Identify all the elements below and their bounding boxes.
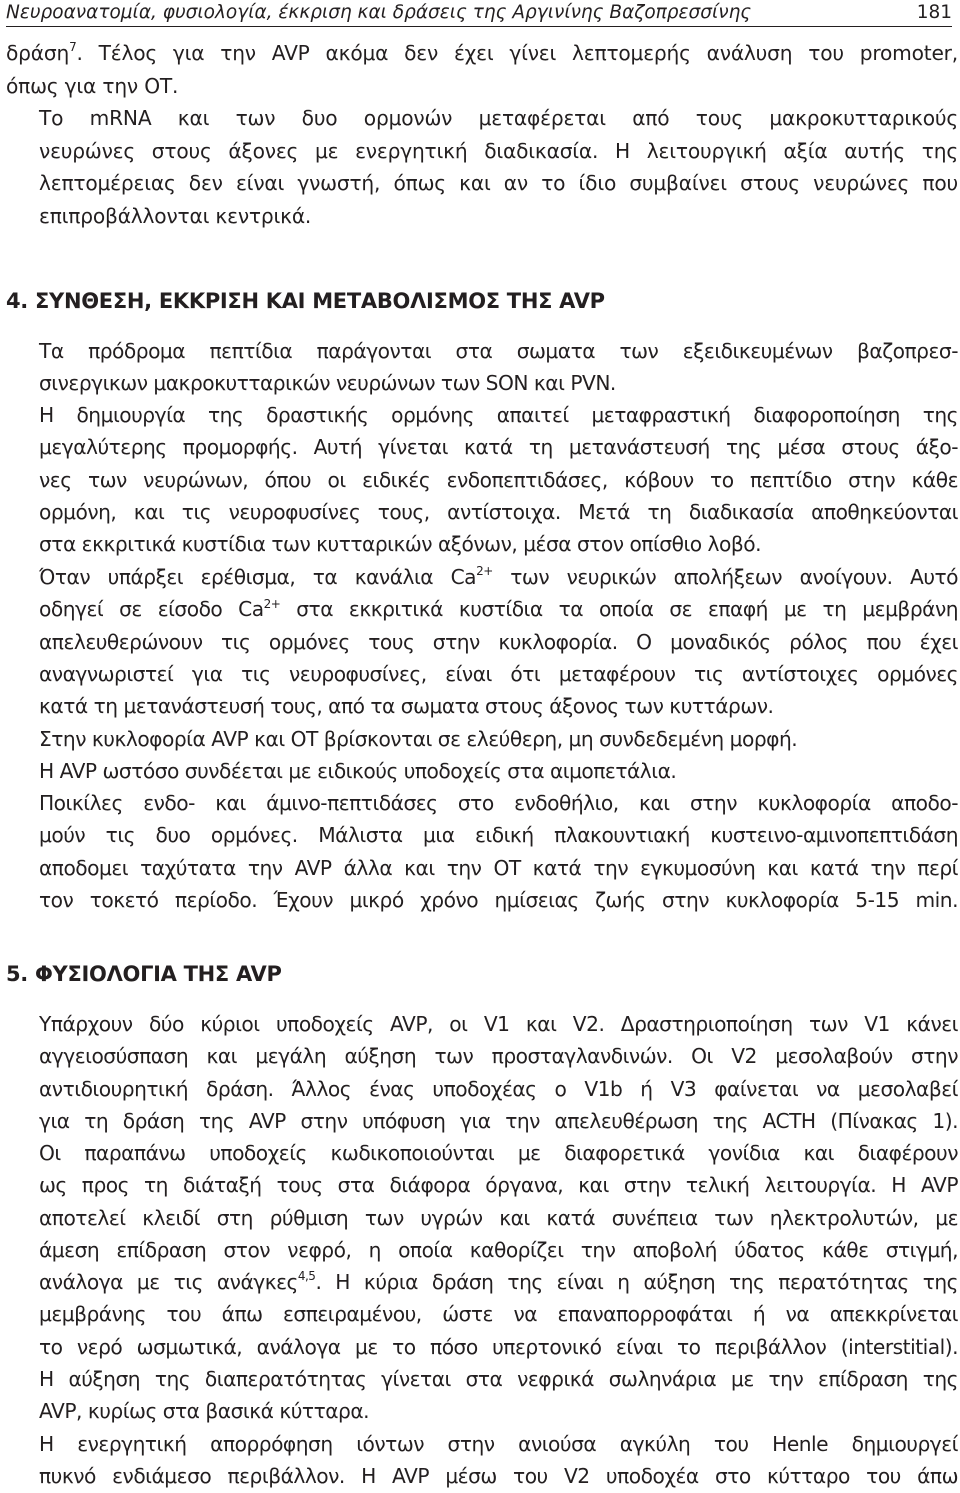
text-line: στα εκκριτικά κυστίδια των κυτταρικών αξόνων, μέσα στον οπίσθιο λοβό.: [39, 532, 761, 557]
text-line: Η αύξηση της διαπερατότητας γίνεται στα νεφρικά σωληνάρια με την επίδραση της: [39, 1367, 958, 1392]
text-line: νευρώνες στους άξονες με ενεργητική διαδικασία. Η λειτουργική αξία αυτής της: [39, 138, 958, 163]
text-line: αντιδιουρητική δράση. Άλλος ένας υποδοχέας ο V1b ή V3 φαίνεται να μεσολαβεί: [39, 1076, 958, 1101]
paragraph-intro-1: [6, 37, 958, 102]
text-line: Υπάρχουν δύο κύριοι υποδοχείς AVP, οι V1 και V2. Δραστηριοποίηση των V1 κάνει: [39, 1012, 958, 1036]
paragraph-s4-1: [6, 335, 958, 400]
text-line: μεμβράνης του άπω εσπειραμένου, ώστε να επαναπορροφάται ή να απεκκρίνεται: [39, 1302, 958, 1327]
text-line: Ποικίλες ενδο- και άμινο-πεπτιδάσες στο ενδοθήλιο, και στην κυκλοφορία αποδο-: [39, 791, 958, 815]
text-line: άμεση επίδραση στον νεφρό, η οποία καθορίζει την αποβολή ύδατος κάθε στιγμή,: [39, 1237, 958, 1262]
text-line: αποδομει ταχύτατα την AVP άλλα και την ΟΤ κατά την εγκυμοσύνη και κατά την περί: [39, 855, 958, 880]
text-line: Η ενεργητική απορρόφηση ιόντων στην ανιούσα αγκύλη του Henle δημιουργεί: [39, 1432, 958, 1456]
paragraph-intro-2: [6, 102, 958, 232]
text-line: Το mRNA και των δυο ορμονών μεταφέρεται από τους μακροκυτταρικούς: [39, 106, 958, 130]
text-line: Όταν υπάρξει ερέθισμα, τα κανάλια $Ca^{2+}$ των νευρικών απολήξεων ανοίγουν. Αυτό: [39, 564, 959, 589]
text-line: αγγειοσύσπαση και μεγάλη αύξηση των προσταγλανδινών. Οι V2 μεσολαβούν στην: [39, 1044, 958, 1069]
citation-ref: 4,5: [297, 1269, 316, 1284]
paragraph-s4-2: [6, 399, 958, 560]
section-heading-4: 4. ΣΥΝΘΕΣΗ, ΕΚΚΡΙΣΗ ΚΑΙ ΜΕΤΑΒΟΛΙΣΜΟΣ ΤΗΣ AVP: [6, 289, 605, 313]
paragraph-s5-2: [6, 1137, 958, 1428]
text-line: Η AVP ωστόσο συνδέεται με ειδικούς υποδοχείς στα αιμοπετάλια.: [39, 759, 677, 784]
text-line: AVP, κυρίως στα βασικά κύτταρα.: [39, 1399, 370, 1424]
text-line: Η δημιουργία της δραστικής ορμόνης απαιτεί μεταφραστική διαφοροποίηση της: [39, 403, 958, 427]
text-line: νες των νευρώνων, όπου οι ειδικές ενδοπεπτιδάσες, κόβουν το πεπτίδιο στην κάθε: [39, 467, 958, 492]
text-line: σινεργικων μακροκυτταρικών νευρώνων των SON και PVN.: [39, 371, 616, 396]
text-line: μούν τις δυο ορμόνες. Μάλιστα μια ειδική πλακουντιακή κυστεινο-αμινοπεπτιδάση: [39, 823, 958, 848]
text-line: ως προς τη διάταξή τους στα διάφορα όργανα, και στην τελική λειτουργία. Η AVP: [39, 1173, 958, 1198]
text-line: οδηγεί σε είσοδο $Ca^{2+}$ στα εκκριτικά κυστίδια τα οποία σε επαφή με τη μεμβράνη: [39, 596, 959, 622]
text-line: δράση$^7$. Τέλος για την AVP ακόμα δεν έχει γίνει λεπτομερής ανάλυση του promoter,: [6, 40, 958, 65]
section-heading-5: 5. ΦΥΣΙΟΛΟΓΙΑ ΤΗΣ AVP: [6, 962, 282, 986]
superscript: 2+: [263, 596, 281, 611]
text-line: όπως για την ΟΤ.: [6, 73, 179, 98]
paragraph-s4-3: [6, 561, 958, 722]
text-line: πυκνό ενδιάμεσο περιβάλλον. Η AVP μέσω του V2 υποδοχέα στο κύτταρο του άπω: [39, 1464, 958, 1489]
paragraph-s5-1: [6, 1008, 958, 1137]
text-line: Τα πρόδρομα πεπτίδια παράγονται στα σωματα των εξειδικευμένων βαζοπρεσ-: [39, 339, 958, 363]
running-head-title: Νευροανατομία, φυσιολογία, έκκριση και δράσεις της Αργινίνης Βαζοπρεσσίνης: [6, 2, 752, 23]
page-number: 181: [916, 2, 952, 23]
text-line: Οι παραπάνω υποδοχείς κωδικοποιούνται με διαφορετικά γονίδια και διαφέρουν: [39, 1141, 958, 1165]
running-header: [6, 0, 952, 27]
paragraph-s4-4: [6, 723, 958, 788]
text-line: ορμόνη, και τις νευροφυσίνες τους, αντίστοιχα. Μετά τη διαδικασία αποθηκεύονται: [39, 499, 958, 524]
text-line: αποτελεί κλειδί στη ρύθμιση των υγρών και κατά συνέπεια των ηλεκτρολυτών, με: [39, 1205, 958, 1230]
text-line: μεγαλύτερης προμορφής. Αυτή γίνεται κατά τη μετανάστευσή της μέσα στους άξο-: [39, 435, 958, 460]
citation-ref: 7: [69, 40, 77, 55]
text-line: λεπτομέρειας δεν είναι γνωστή, όπως και αν το ίδιο συμβαίνει στους νευρώνες που: [39, 171, 958, 196]
superscript: 2+: [476, 564, 493, 579]
text-line: για τη δράση της AVP στην υπόφυση για την απελευθέρωση της ACTH (Πίνακας 1).: [39, 1108, 958, 1133]
text-line: Στην κυκλοφορία AVP και ΟΤ βρίσκονται σε ελεύθερη, μη συνδεδεμένη μορφή.: [39, 727, 798, 751]
text-line: επιπροβάλλονται κεντρικά.: [39, 203, 312, 228]
text-line: ανάλογα με τις ανάγκες$^{4,5}$. Η κύρια δράση της είναι η αύξηση της περατότητας της: [39, 1269, 958, 1295]
text-line: το νερό ωσμωτικά, ανάλογα με το πόσο υπερτονικό είναι το περιβάλλον (interstitial).: [39, 1334, 958, 1359]
text-line: τον τοκετό περίοδο. Έχουν μικρό χρόνο ημίσειας ζωής στην κυκλοφορία 5-15 min.: [39, 887, 958, 912]
text-line: κατά τη μετανάστευσή τους, από τα σωματα στους άξονος των κυττάρων.: [39, 694, 774, 719]
paragraph-s4-5: [6, 787, 958, 916]
paragraph-s5-3: [6, 1428, 958, 1493]
text-line: απελευθερώνουν τις ορμόνες τους στην κυκλοφορία. Ο μοναδικός ρόλος που έχει: [39, 629, 958, 654]
text-line: αναγνωριστεί για τις νευροφυσίνες, είναι ότι μεταφέρουν τις αντίστοιχες ορμόνες: [39, 661, 958, 686]
